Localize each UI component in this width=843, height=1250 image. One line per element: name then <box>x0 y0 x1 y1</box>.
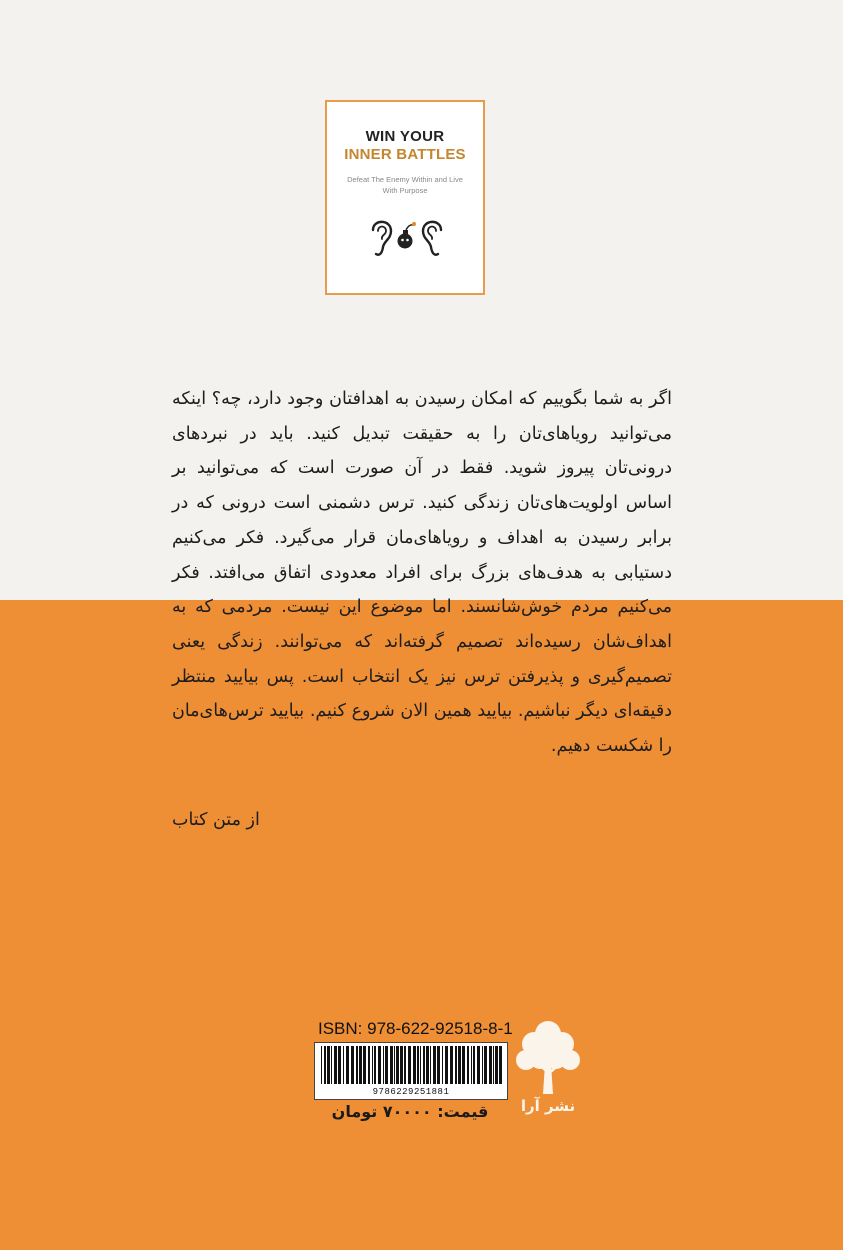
back-cover-excerpt: اگر به شما بگوییم که امکان رسیدن به اهدافتان وجود دارد، چه؟ اینکه می‌توانید رویاهای‌تان را به حقیقت تبدیل کنید. باید در نبردهای درونی‌تان پیروز شوید. فقط در آن صورت است که می‌توانید بر اساس اولویت‌های‌تان زندگی کنید. ترس دشمنی است درونی که در برابر رسیدن به اهداف و رویاهای‌مان قرار می‌گیرد. فکر می‌کنیم دستیابی به هدف‌های بزرگ برای افراد معدودی اتفاق می‌افتد. فکر می‌کنیم مردم خوش‌شانسند. اما موضوع این نیست. مردمی که به اهداف‌شان رسیده‌اند تصمیم گرفته‌اند که می‌توانند. زندگی یعنی تصمیم‌گیری و پذیرفتن ترس نیز یک انتخاب است. پس بیایید منتظر دقیقه‌ای دیگر نباشیم. بیایید همین الان شروع کنیم. بیایید ترس‌های‌مان را شکست دهیم. <box>172 389 672 757</box>
ear-icon <box>423 222 441 255</box>
barcode-bar <box>499 1046 502 1084</box>
barcode-bar <box>442 1046 443 1084</box>
barcode-bar <box>338 1046 341 1084</box>
barcode-bar <box>413 1046 416 1084</box>
barcode-bar <box>484 1046 487 1084</box>
ear-icon <box>373 222 391 255</box>
barcode-bar <box>385 1046 388 1084</box>
barcode-bar <box>404 1046 406 1084</box>
barcode-bar <box>372 1046 373 1084</box>
barcode-bar <box>378 1046 381 1084</box>
barcode-bar <box>356 1046 358 1084</box>
thumbnail-title-line1: WIN YOUR <box>365 128 445 145</box>
barcode-bar <box>408 1046 411 1084</box>
barcode-bar <box>489 1046 492 1084</box>
bomb-icon <box>398 222 417 249</box>
front-cover-thumbnail <box>325 100 485 295</box>
barcode-bar <box>482 1046 483 1084</box>
publisher-logo <box>512 1012 584 1117</box>
barcode-bar <box>321 1046 322 1084</box>
barcode-bar <box>346 1046 349 1084</box>
barcode-bar <box>426 1046 429 1084</box>
barcode-bar <box>327 1046 330 1084</box>
barcode-bar <box>437 1046 440 1084</box>
barcode-bar <box>334 1046 337 1084</box>
thumbnail-title-line2: INNER BATTLES <box>344 146 466 163</box>
barcode-bar <box>417 1046 419 1084</box>
barcode-bar <box>374 1046 376 1084</box>
barcode-bar <box>331 1046 332 1084</box>
excerpt-source-note: از متن کتاب <box>172 810 260 830</box>
barcode-bar <box>462 1046 465 1084</box>
barcode-bar <box>430 1046 431 1084</box>
barcode-bar <box>359 1046 362 1084</box>
barcode <box>314 1042 508 1100</box>
barcode-bar <box>390 1046 393 1084</box>
barcode-bar <box>343 1046 344 1084</box>
barcode-bar <box>495 1046 498 1084</box>
barcode-bar <box>455 1046 457 1084</box>
barcode-bar <box>450 1046 453 1084</box>
barcode-bar <box>445 1046 448 1084</box>
isbn-label: ISBN: 978-622-92518-8-1 <box>318 1019 513 1038</box>
barcode-bar <box>351 1046 354 1084</box>
thumbnail-icons <box>367 214 447 264</box>
barcode-bar <box>383 1046 384 1084</box>
barcode-bar <box>423 1046 425 1084</box>
barcode-bar <box>493 1046 494 1084</box>
barcode-bar <box>394 1046 395 1084</box>
barcode-bar <box>368 1046 370 1084</box>
barcode-bar <box>324 1046 326 1084</box>
barcode-bars <box>319 1046 505 1090</box>
barcode-bar <box>433 1046 436 1084</box>
barcode-bar <box>477 1046 480 1084</box>
barcode-bar <box>458 1046 461 1084</box>
price-label: قیمت: ۷۰۰۰۰ تومان <box>331 1102 489 1121</box>
barcode-bar <box>467 1046 469 1084</box>
barcode-bar <box>473 1046 475 1084</box>
barcode-bar <box>400 1046 403 1084</box>
thumbnail-subtitle: Defeat The Enemy Within and Live With Purpose <box>347 175 463 195</box>
barcode-bar <box>471 1046 472 1084</box>
barcode-number: 9786229251881 <box>372 1087 450 1097</box>
barcode-bar <box>420 1046 421 1084</box>
publisher-name: نشر آرا <box>520 1097 576 1115</box>
barcode-bar <box>363 1046 366 1084</box>
barcode-bar <box>396 1046 399 1084</box>
